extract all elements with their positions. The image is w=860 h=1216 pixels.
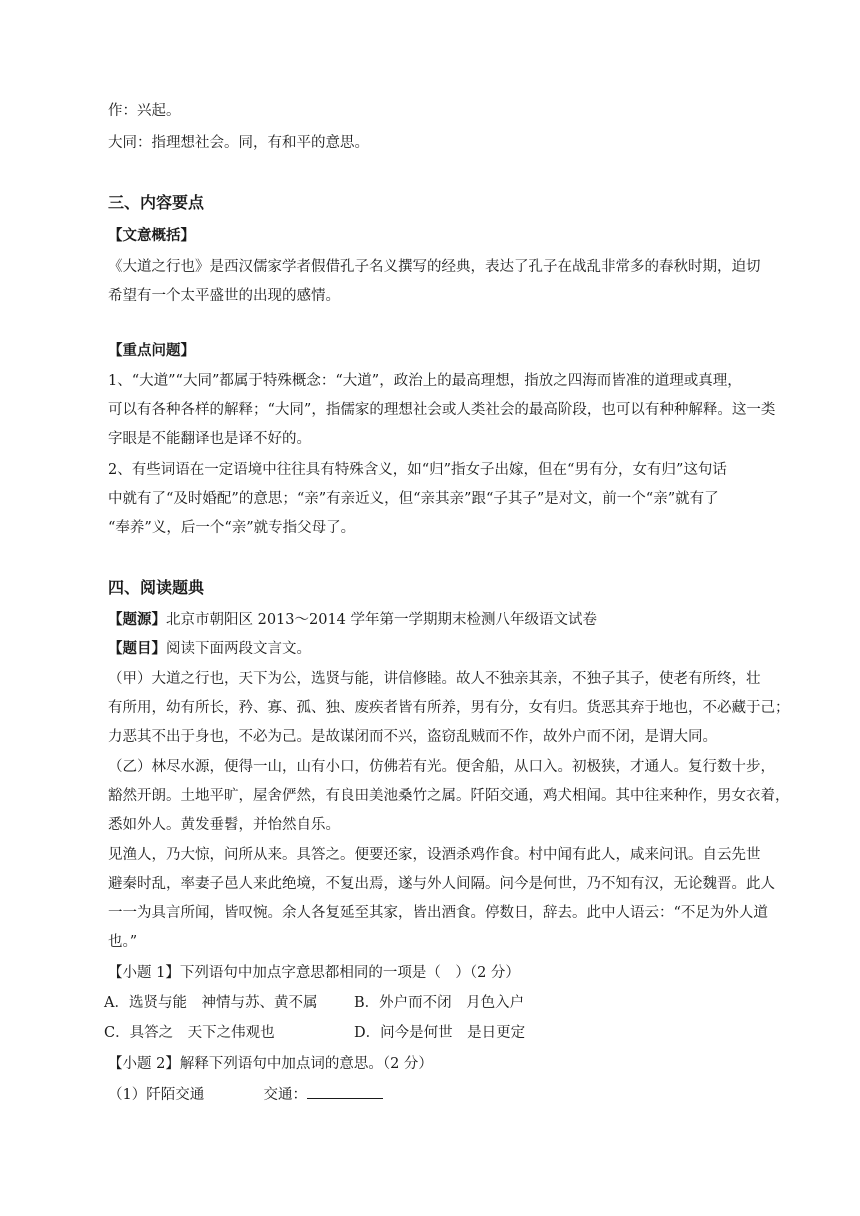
summary-line-1: 《大道之行也》是西汉儒家学者假借孔子名义撰写的经典，表达了孔子在战乱非常多的春秋时期，迫切 <box>108 259 761 275</box>
subquestion-1-text: 下列语句中加点字意思都相同的一项是（ ）（2 分） <box>179 965 520 981</box>
key-questions-label: 【重点问题】 <box>108 343 195 359</box>
key-question-2-line-3: “奉养”义，后一个“亲”就专指父母了。 <box>108 520 356 536</box>
topic-text: 阅读下面两段文言文。 <box>166 641 311 657</box>
subquestion-2-item-1: （1）阡陌交通 <box>108 1087 205 1103</box>
passage-yi-line-1: （乙）林尽水源，便得一山，山有小口，仿佛若有光。便舍船，从口入。初极狭，才通人。复行数十步， <box>108 759 775 775</box>
option-a: A．选贤与能 神情与苏、黄不属 <box>104 995 318 1011</box>
passage-yi-line-2: 豁然开朗。土地平旷，屋舍俨然，有良田美池桑竹之属。阡陌交通，鸡犬相闻。其中往来种作，男女衣着， <box>108 788 790 804</box>
topic-label: 【题目】 <box>108 641 166 657</box>
source-text: 北京市朝阳区 2013～2014 学年第一学期期末检测八年级语文试卷 <box>166 612 598 628</box>
passage-yi2-line-4: 也。” <box>108 934 138 950</box>
subquestion-2-label: 【小题 2】 <box>108 1056 180 1072</box>
key-question-2-line-1: 2、有些词语在一定语境中往往具有特殊含义，如“归”指女子出嫁，但在“男有分，女有归”这句话 <box>108 462 727 478</box>
passage-jia-line-3: 力恶其不出于身也，不必为己。是故谋闭而不兴，盗窃乱贼而不作，故外户而不闭，是谓大同。 <box>108 729 717 745</box>
option-d: D．问今是何世 是日更定 <box>354 1025 526 1041</box>
note-datong: 大同：指理想社会。同，有和平的意思。 <box>108 135 369 151</box>
subquestion-2-text: 解释下列语句中加点词的意思。（2 分） <box>179 1056 433 1072</box>
option-b: B．外户而不闭 月色入户 <box>354 995 525 1011</box>
summary-label: 【文意概括】 <box>108 228 195 244</box>
passage-yi2-line-1: 见渔人，乃大惊，问所从来。具答之。便要还家，设酒杀鸡作食。村中闻有此人，咸来问讯。自云先世 <box>108 847 761 863</box>
key-question-2-line-2: 中就有了“及时婚配”的意思；“亲”有亲近义，但“亲其亲”跟“子其子”是对文，前一个“亲”就有了 <box>108 491 719 507</box>
option-c: C．具答之 天下之伟观也 <box>104 1025 275 1041</box>
passage-yi-line-3: 悉如外人。黄发垂髫，并怡然自乐。 <box>108 817 340 833</box>
passage-yi2-line-3: 一一为具言所闻，皆叹惋。余人各复延至其家，皆出酒食。停数日，辞去。此中人语云：“不足为外人道 <box>108 905 768 921</box>
answer-blank[interactable] <box>307 1084 383 1099</box>
subquestion-1-label: 【小题 1】 <box>108 965 180 981</box>
key-question-1-line-2: 可以有各种各样的解释；“大同”，指儒家的理想社会或人类社会的最高阶段，也可以有种种解释。这一类 <box>108 402 776 418</box>
note-zuo: 作：兴起。 <box>108 103 181 119</box>
section-3-heading: 三、内容要点 <box>108 193 205 212</box>
source-label: 【题源】 <box>108 612 166 628</box>
key-question-1-line-3: 字眼是不能翻译也是译不好的。 <box>108 431 311 447</box>
passage-jia-line-2: 有所用，幼有所长，矜、寡、孤、独、废疾者皆有所养，男有分，女有归。货恶其弃于地也，不必藏于己； <box>108 700 790 716</box>
passage-yi2-line-2: 避秦时乱，率妻子邑人来此绝境，不复出焉，遂与外人间隔。问今是何世，乃不知有汉，无论魏晋。此人 <box>108 876 775 892</box>
summary-line-2: 希望有一个太平盛世的出现的感情。 <box>108 288 340 304</box>
answer-label-jiaotong: 交通： <box>263 1087 307 1103</box>
passage-jia-line-1: （甲）大道之行也，天下为公，选贤与能，讲信修睦。故人不独亲其亲，不独子其子，使老有所终，壮 <box>108 671 761 687</box>
section-4-heading: 四、阅读题典 <box>108 578 205 597</box>
key-question-1-line-1: 1、“大道”“大同”都属于特殊概念：“大道”，政治上的最高理想，指放之四海而皆准的道理或真理， <box>108 373 742 389</box>
